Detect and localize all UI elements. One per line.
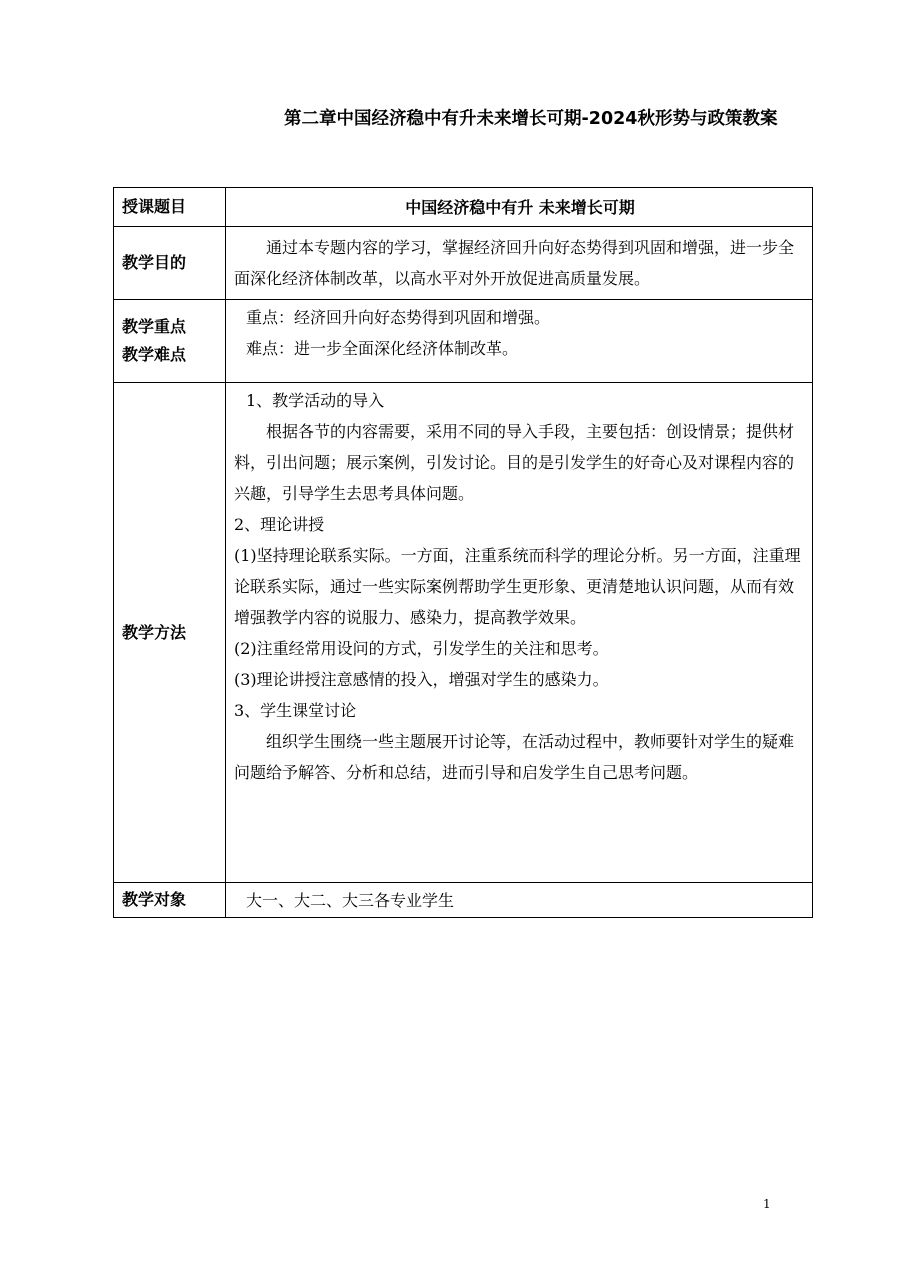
objective-text: 通过本专题内容的学习，掌握经济回升向好态势得到巩固和增强，进一步全面深化经济体制改革，以高水平对外开放促进高质量发展。	[234, 238, 795, 288]
page-number: 1	[763, 1197, 771, 1211]
row-key-points	[114, 300, 813, 383]
methods-item: 1、教学活动的导入	[246, 391, 385, 410]
label-difficulty: 教学难点	[122, 345, 187, 364]
audience-value: 大一、大二、大三各专业学生	[246, 890, 455, 910]
difficulty-text: 难点：进一步全面深化经济体制改革。	[246, 339, 519, 358]
label-audience: 教学对象	[114, 883, 226, 918]
row-objective	[114, 227, 813, 300]
label-subject: 授课题目	[114, 188, 226, 227]
methods-item: (2)注重经常用设问的方式，引发学生的关注和思考。	[234, 639, 609, 658]
value-subject: 中国经济稳中有升 未来增长可期	[226, 188, 813, 227]
methods-item: 2、理论讲授	[234, 515, 325, 534]
row-methods	[114, 383, 813, 883]
methods-item: 3、学生课堂讨论	[234, 701, 357, 720]
page-title: 第二章中国经济稳中有升未来增长可期-2024秋形势与政策教案	[284, 109, 778, 129]
methods-item: (1)坚持理论联系实际。一方面，注重系统而科学的理论分析。另一方面，注重理论联系实际，通过一些实际案例帮助学生更形象、更清楚地认识问题，从而有效增强教学内容的说服力、感染力，提高教学效果。	[234, 546, 801, 627]
row-subject	[114, 188, 813, 227]
methods-item: 根据各节的内容需要，采用不同的导入手段，主要包括：创设情景；提供材料，引出问题；展示案例，引发讨论。目的是引发学生的好奇心及对课程内容的兴趣，引导学生去思考具体问题。	[234, 422, 795, 503]
label-objective: 教学目的	[114, 227, 226, 300]
methods-item: (3)理论讲授注意感情的投入，增强对学生的感染力。	[234, 670, 609, 689]
row-audience	[114, 883, 813, 918]
label-methods: 教学方法	[114, 383, 226, 883]
lesson-plan-table	[113, 187, 813, 918]
methods-item: 组织学生围绕一些主题展开讨论等，在活动过程中，教师要针对学生的疑难问题给予解答、分析和总结，进而引导和启发学生自己思考问题。	[234, 732, 795, 782]
label-focus: 教学重点	[122, 317, 187, 336]
focus-text: 重点：经济回升向好态势得到巩固和增强。	[246, 308, 551, 327]
